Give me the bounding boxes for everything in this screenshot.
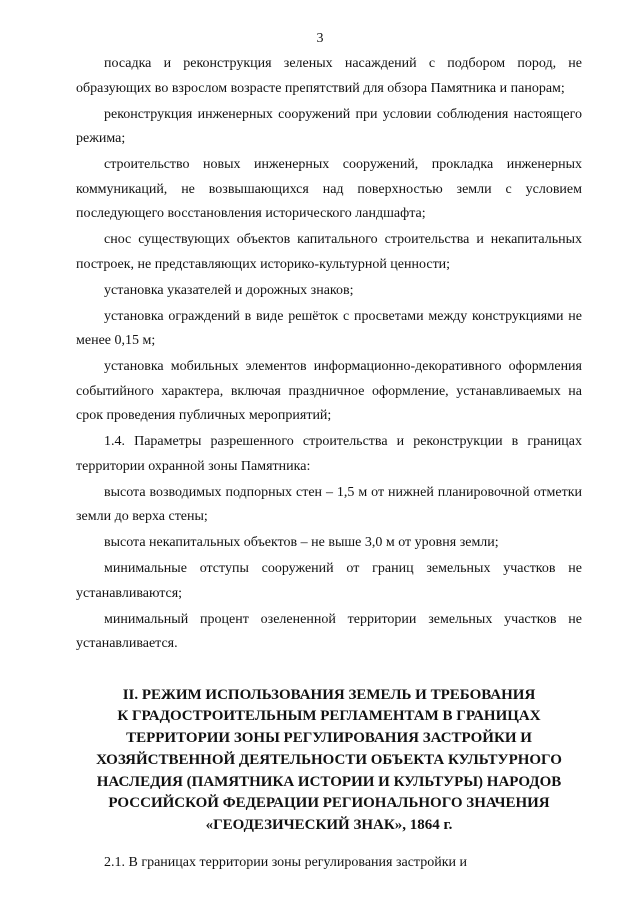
paragraph: установка ограждений в виде решёток с просветами между конструкциями не менее 0,15 м; xyxy=(76,308,582,348)
section-heading xyxy=(76,685,582,838)
paragraph: минимальные отступы сооружений от границ земельных участков не устанавливаются; xyxy=(76,561,582,601)
heading-line: ХОЗЯЙСТВЕННОЙ ДЕЯТЕЛЬНОСТИ ОБЪЕКТА КУЛЬТУРНОГО xyxy=(96,751,562,768)
heading-line: РОССИЙСКОЙ ФЕДЕРАЦИИ РЕГИОНАЛЬНОГО ЗНАЧЕНИЯ xyxy=(108,795,550,812)
paragraph: 1.4. Параметры разрешенного строительства и реконструкции в границах территории охранной зоны Памятника: xyxy=(76,434,582,474)
heading-line: II. РЕЖИМ ИСПОЛЬЗОВАНИЯ ЗЕМЕЛЬ И ТРЕБОВАНИЯ xyxy=(122,686,536,703)
heading-line: НАСЛЕДИЯ (ПАМЯТНИКА ИСТОРИИ И КУЛЬТУРЫ) НАРОДОВ xyxy=(96,773,562,790)
paragraph: 2.1. В границах территории зоны регулирования застройки и xyxy=(104,855,467,871)
paragraph: посадка и реконструкция зеленых насаждений с подбором пород, не образующих во взрослом возрасте препятствий для обзора Памятника и панорам; xyxy=(76,56,582,96)
heading-line: «ГЕОДЕЗИЧЕСКИЙ ЗНАК», 1864 г. xyxy=(205,817,453,834)
document-body xyxy=(76,52,582,876)
heading-line: ТЕРРИТОРИИ ЗОНЫ РЕГУЛИРОВАНИЯ ЗАСТРОЙКИ И xyxy=(126,730,532,747)
paragraph: минимальный процент озелененной территории земельных участков не устанавливается. xyxy=(76,611,582,651)
page-number: 3 xyxy=(316,31,324,46)
paragraph: строительство новых инженерных сооружений, прокладка инженерных коммуникаций, не возвышающихся над поверхностью земли с условием последующего восстановления исторического ландшафта; xyxy=(76,157,582,221)
paragraph: высота возводимых подпорных стен – 1,5 м от нижней планировочной отметки земли до верха стены; xyxy=(76,484,582,524)
paragraph: установка мобильных элементов информационно-декоративного оформления событийного характера, включая праздничное оформление, устанавливаемых на срок проведения публичных мероприятий; xyxy=(76,359,582,423)
paragraph: реконструкция инженерных сооружений при условии соблюдения настоящего режима; xyxy=(76,106,582,146)
heading-line: К ГРАДОСТРОИТЕЛЬНЫМ РЕГЛАМЕНТАМ В ГРАНИЦАХ xyxy=(117,708,541,725)
paragraph: снос существующих объектов капитального строительства и некапитальных построек, не представляющих историко-культурной ценности; xyxy=(76,232,582,272)
paragraph: высота некапитальных объектов – не выше 3,0 м от уровня земли; xyxy=(104,535,499,550)
paragraph: установка указателей и дорожных знаков; xyxy=(104,282,354,298)
